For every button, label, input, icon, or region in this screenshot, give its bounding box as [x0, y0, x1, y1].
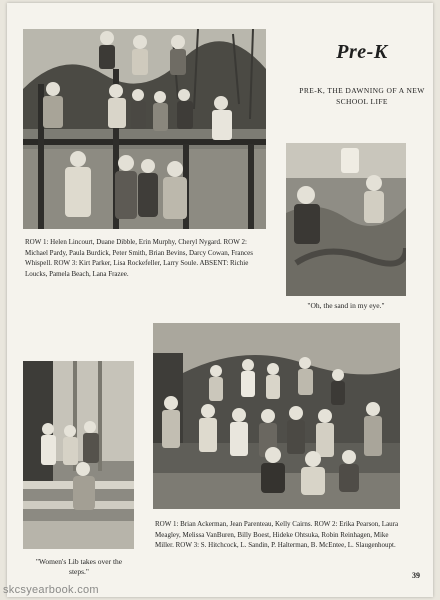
page-title: Pre-K: [336, 41, 388, 63]
sandbox-photo: [286, 143, 406, 296]
page-number: 39: [412, 571, 420, 580]
watermark: skcsyearbook.com: [3, 584, 99, 596]
steps-photo: [23, 361, 134, 549]
bottom-photo-caption: ROW 1: Brian Ackerman, Jean Parenteau, Kelly Cairns. ROW 2: Erika Pearson, Laura Meagley, Melissa VanBuren, Billy Boest, Hideke Ohtsuka, Robin Reinhagen, Mike Miller. ROW 3: S. Hitchcock, L. Sandin, P. Halterman, B. McEntee, L. Slaugenhoupt.: [155, 520, 399, 549]
group-photo-bottom: [153, 323, 400, 509]
page-subtitle: PRE-K, THE DAWNING OF A NEW SCHOOL LIFE: [299, 86, 425, 106]
yearbook-page: [7, 3, 433, 597]
top-photo-caption: ROW 1: Helen Lincourt, Duane Dibble, Erin Murphy, Cheryl Nygard. ROW 2: Michael Pardy, Paula Burdick, Peter Smith, Brian Bevins, Darcy Cowan, Frances Whispell. ROW 3: Kirt Parker, Lisa Rockefeller, Larry Soule. ABSENT: Richie Loucks, Pamela Beach, Lana Frazee.: [25, 238, 253, 278]
steps-quote: "Women's Lib takes over the steps.": [35, 557, 123, 576]
group-photo-top: [23, 29, 266, 229]
sandbox-quote: "Oh, the sand in my eye.": [307, 301, 385, 310]
